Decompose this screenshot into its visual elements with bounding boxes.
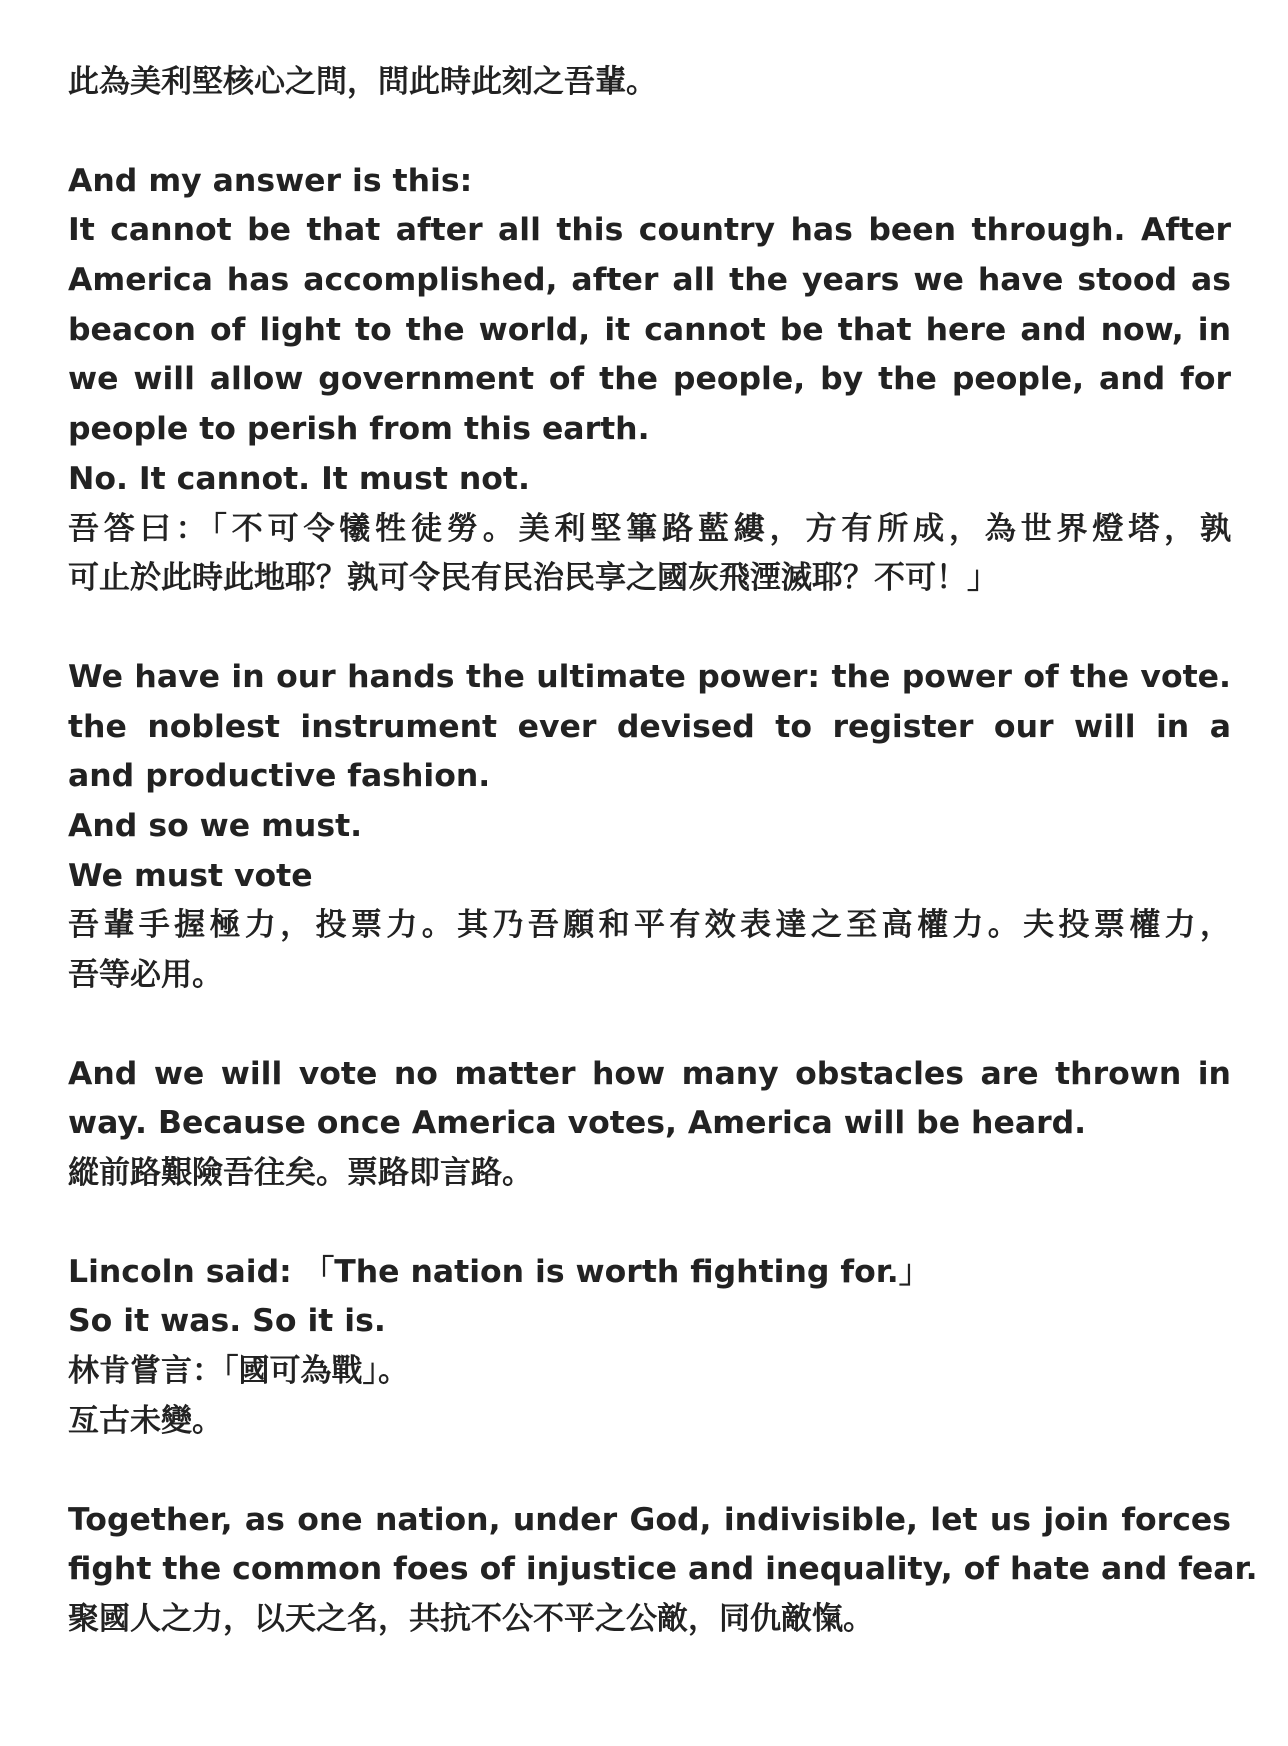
english-text-line: And my answer is this:: [68, 162, 473, 199]
document-body: [68, 58, 1258, 1694]
english-text-line: we will allow government of the people, by the people, and for: [68, 361, 1231, 398]
paragraph: [68, 1248, 1231, 1447]
english-text-line: We have in our hands the ultimate power: the power of the vote.: [68, 658, 1231, 695]
english-text-line: And so we must.: [68, 807, 363, 844]
chinese-text-line: 縱前路艱險吾往矣。票路即言路。: [68, 1155, 533, 1192]
english-text-line: It cannot be that after all this country has been through. After: [68, 212, 1231, 249]
chinese-text-line: 吾等必用。: [68, 957, 223, 993]
chinese-text-line: 此為美利堅核心之問，問此時此刻之吾輩。: [68, 64, 657, 100]
english-text-line: We must vote: [68, 857, 313, 894]
paragraph: [68, 653, 1231, 1001]
english-text-line: beacon of light to the world, it cannot be that here and now, in: [68, 311, 1231, 348]
chinese-text-line: 林肯嘗言：「國可為戰」。: [68, 1353, 409, 1390]
paragraph: [68, 1496, 1258, 1645]
chinese-text-line: 聚國人之力，以天之名，共抗不公不平之公敵，同仇敵愾。: [68, 1600, 874, 1637]
chinese-text-line: 吾答曰：「不可令犧牲徒勞。美利堅篳路藍縷，方有所成，為世界燈塔，孰: [68, 510, 1231, 547]
english-text-line: people to perish from this earth.: [68, 411, 650, 448]
english-text-line: the noblest instrument ever devised to register our will in a: [68, 708, 1231, 745]
paragraph: [68, 58, 1231, 108]
english-text-line: and productive fashion.: [68, 758, 491, 795]
paragraph: [68, 157, 1231, 604]
english-text-line: America has accomplished, after all the years we have stood as: [68, 262, 1231, 299]
english-text-line: way. Because once America votes, America will be heard.: [68, 1105, 1087, 1142]
english-text-line: No. It cannot. It must not.: [68, 460, 530, 497]
chinese-text-line: 可止於此時此地耶？孰可令民有民治民享之國灰飛湮滅耶？不可！」: [68, 560, 998, 597]
english-text-line: fight the common foes of injustice and inequality, of hate and fear.: [68, 1551, 1258, 1588]
english-text-line: So it was. So it is.: [68, 1303, 386, 1340]
english-text-line: Lincoln said: 「The nation is worth fighting for.」: [68, 1253, 931, 1290]
english-text-line: And we will vote no matter how many obstacles are thrown in: [68, 1055, 1231, 1092]
chinese-text-line: 吾輩手握極力，投票力。其乃吾願和平有效表達之至高權力。夫投票權力，: [68, 907, 1231, 944]
paragraph: [68, 1050, 1231, 1199]
english-text-line: Together, as one nation, under God, indivisible, let us join forces: [68, 1501, 1231, 1538]
chinese-text-line: 亙古未變。: [68, 1402, 223, 1439]
